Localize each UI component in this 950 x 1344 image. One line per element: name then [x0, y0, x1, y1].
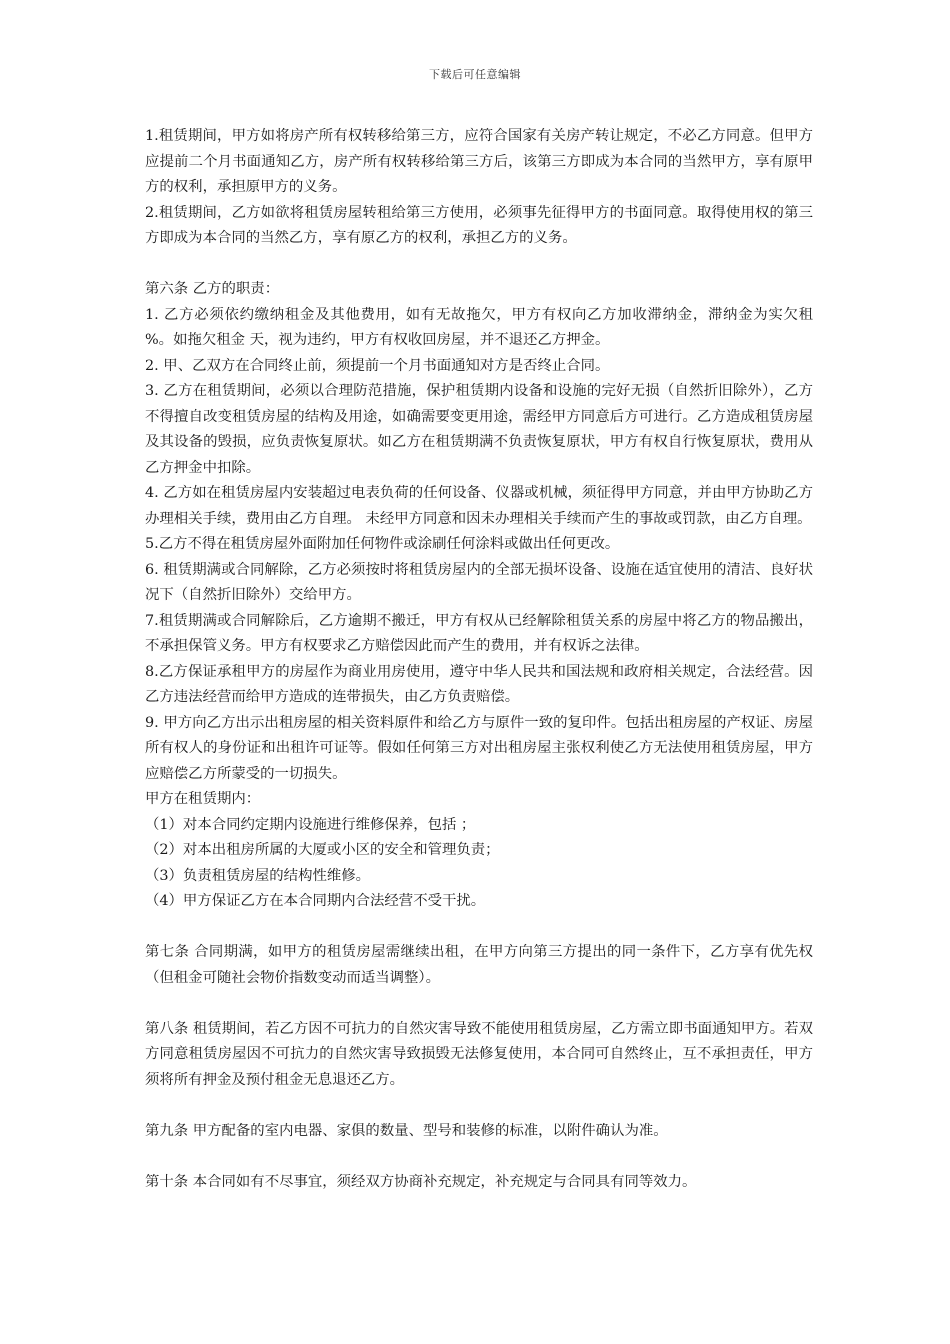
paragraph-gap: [145, 252, 813, 278]
lessor-duty-3: （3）负责租赁房屋的结构性维修。: [145, 867, 371, 884]
lessor-duty-2: （2）对本出租房所属的大厦或小区的安全和管理负责；: [145, 842, 500, 858]
paragraph-gap: [145, 991, 813, 1017]
article-9: 第九条 甲方配备的室内电器、家俱的数量、型号和装修的标准，以附件确认为准。: [145, 1122, 668, 1139]
page-header: 下载后可任意编辑: [429, 68, 521, 81]
article-8: 第八条 租赁期间，若乙方因不可抗力的自然灾害导致不能使用租赁房屋，乙方需立即书面通知甲方。若双方同意租赁房屋因不可抗力的自然灾害导致损毁无法修复使用，本合同可自然终止，互不承担责任，甲方须将所有押金及预付租金无息退还乙方。: [145, 1020, 813, 1088]
paragraph-gap: [145, 1093, 813, 1119]
article-6-item-4: 4. 乙方如在租赁房屋内安装超过电表负荷的任何设备、仪器或机械，须征得甲方同意，并由甲方协助乙方办理相关手续，费用由乙方自理。 未经甲方同意和因未办理相关手续而产生的事故或罚款，由乙方自理。: [145, 485, 813, 527]
article-6-item-2: 2. 甲、乙双方在合同终止前，须提前一个月书面通知对方是否终止合同。: [145, 357, 610, 374]
article-6-title: 第六条 乙方的职责：: [145, 281, 280, 297]
paragraph-gap: [145, 1144, 813, 1170]
article-10: 第十条 本合同如有不尽事宜，须经双方协商补充规定，补充规定与合同具有同等效力。: [145, 1173, 697, 1190]
lessor-duties-heading: 甲方在租赁期内：: [145, 791, 261, 807]
clause-sublease: 2.租赁期间，乙方如欲将租赁房屋转租给第三方使用，必须事先征得甲方的书面同意。取得使用权的第三方即成为本合同的当然乙方，享有原乙方的权利，承担乙方的义务。: [145, 204, 813, 246]
lessor-duty-1: （1）对本合同约定期内设施进行维修保养，包括 ；: [145, 816, 476, 833]
article-6-item-8: 8.乙方保证承租甲方的房屋作为商业用房使用，遵守中华人民共和国法规和政府相关规定，合法经营。因乙方违法经营而给甲方造成的连带损失，由乙方负责赔偿。: [145, 663, 813, 705]
article-6-item-1: 1. 乙方必须依约缴纳租金及其他费用，如有无故拖欠，甲方有权向乙方加收滞纳金，滞纳金为实欠租 %。如拖欠租金 天，视为违约，甲方有权收回房屋，并不退还乙方押金。: [145, 306, 813, 348]
article-6-item-7: 7.租赁期满或合同解除后，乙方逾期不搬迁，甲方有权从已经解除租赁关系的房屋中将乙方的物品搬出，不承担保管义务。甲方有权要求乙方赔偿因此而产生的费用，并有权诉之法律。: [145, 612, 813, 654]
clause-transfer-ownership: 1.租赁期间，甲方如将房产所有权转移给第三方，应符合国家有关房产转让规定，不必乙方同意。但甲方应提前二个月书面通知乙方，房产所有权转移给第三方后，该第三方即成为本合同的当然甲方，享有原甲方的权利，承担原甲方的义务。: [145, 128, 813, 195]
article-6-item-9: 9. 甲方向乙方出示出租房屋的相关资料原件和给乙方与原件一致的复印件。包括出租房屋的产权证、房屋所有权人的身份证和出租许可证等。假如任何第三方对出租房屋主张权利使乙方无法使用租赁房屋，甲方应赔偿乙方所蒙受的一切损失。: [145, 714, 813, 782]
document-body: [145, 124, 813, 1195]
article-6-item-5: 5.乙方不得在租赁房屋外面附加任何物件或涂刷任何涂料或做出任何更改。: [145, 536, 620, 552]
article-6-item-6: 6. 租赁期满或合同解除，乙方必须按时将租赁房屋内的全部无损坏设备、设施在适宜使用的清洁、良好状况下（自然折旧除外）交给甲方。: [145, 561, 813, 603]
paragraph-gap: [145, 915, 813, 941]
lessor-duty-4: （4）甲方保证乙方在本合同期内合法经营不受干扰。: [145, 893, 486, 909]
article-6-item-3: 3. 乙方在租赁期间，必须以合理防范措施，保护租赁期内设备和设施的完好无损（自然折旧除外），乙方不得擅自改变租赁房屋的结构及用途，如确需要变更用途，需经甲方同意后方可进行。乙方造成租赁房屋及其设备的毁损，应负责恢复原状。如乙方在租赁期满不负责恢复原状，甲方有权自行恢复原状，费用从乙方押金中扣除。: [145, 383, 813, 476]
article-7: 第七条 合同期满，如甲方的租赁房屋需继续出租，在甲方向第三方提出的同一条件下，乙方享有优先权（但租金可随社会物价指数变动而适当调整）。: [145, 944, 813, 986]
